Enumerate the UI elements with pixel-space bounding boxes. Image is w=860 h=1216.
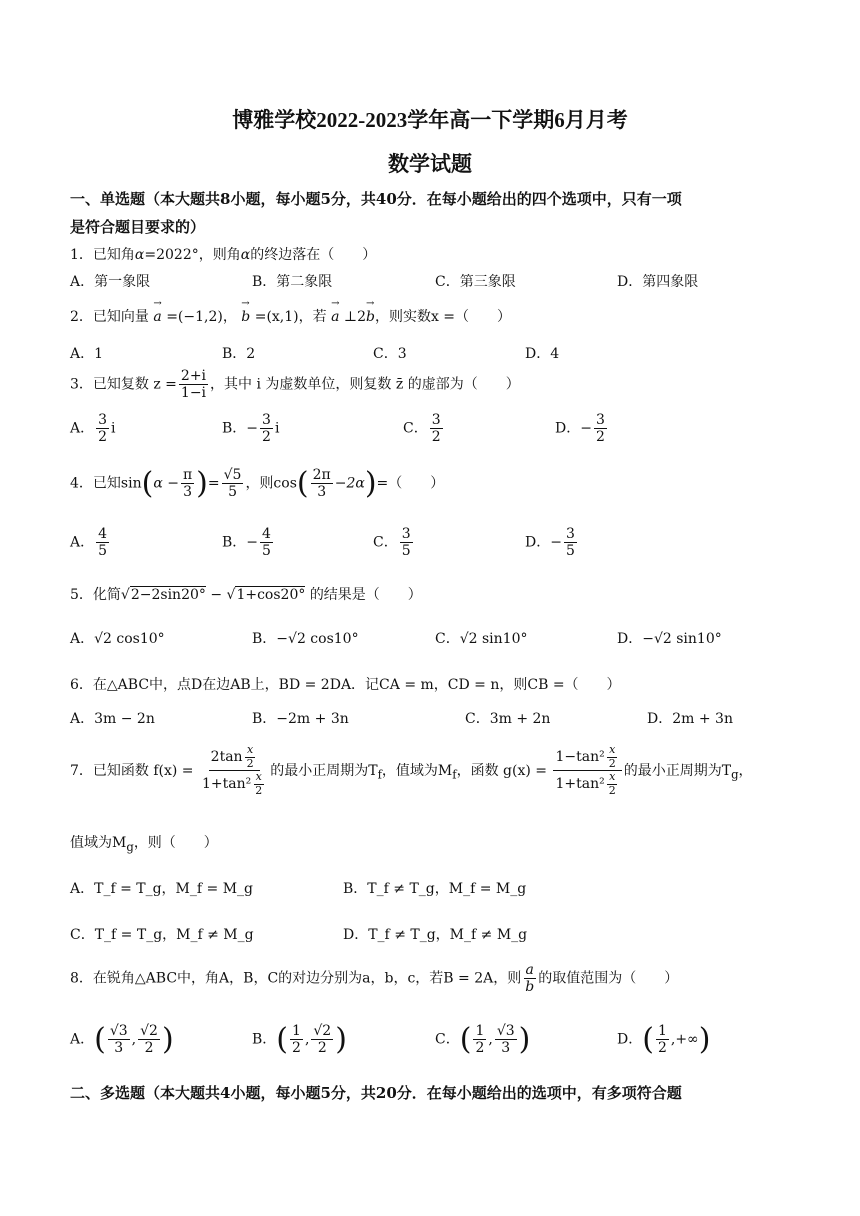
q1-option-c[interactable]: C．第三象限 <box>435 274 516 290</box>
question-7-line2: 值域为$M_g$，则（ ） <box>70 835 218 854</box>
section2-heading-line1: 二、多选题（本大题共4小题，每小题5分，共20分．在每小题给出的选项中，有多项符合题 <box>70 1084 682 1102</box>
question-8: 8．在锐角△ABC中，角A，B，C的对边分别为a，b，c，若B = 2A，则 $\frac{a}{b}$ 的取值范围为（ ） <box>70 962 679 996</box>
q2-option-b[interactable]: B．2 <box>222 346 256 362</box>
q3-option-c[interactable]: C． $\frac{3}{2}$ <box>403 412 441 446</box>
q1-option-d[interactable]: D．第四象限 <box>617 274 699 290</box>
exam-subtitle: 数学试题 <box>388 152 472 176</box>
q4-option-a[interactable]: A． $\frac{4}{5}$ <box>70 526 108 560</box>
exam-title: 博雅学校2022-2023学年高一下学期6月月考 <box>232 108 628 132</box>
question-6: 6．在△ABC中，点D在边AB上，BD = 2DA．记CA = m，CD = n，则CB =（ ） <box>70 677 621 693</box>
question-4: 4．已知sin(α − $\frac{\pi}{3}$ )= $\frac{√5}{5}$ ，则cos( $\frac{2\pi}{3}$ −2α)=（ ） <box>70 466 445 501</box>
q7-option-d[interactable]: D．T_f ≠ T_g，M_f ≠ M_g <box>343 927 528 943</box>
q6-option-b[interactable]: B．−2m + 3n <box>252 711 349 727</box>
q3-option-d[interactable]: D．− $\frac{3}{2}$ <box>555 412 605 446</box>
section1-heading-line1: 一、单选题（本大题共8小题，每小题5分，共40分．在每小题给出的四个选项中，只有一项 <box>70 190 682 208</box>
question-7: 7．已知函数 f(x) = 2tan $\frac{x}{2}$ 1+tan² $\frac{x}{2}$ 的最小正周期为$T_f$，值域为$M_f$，函数 g(x) = 1−tan² $\frac{x}{2}$ 1+tan² $\frac{x}{2}$ 的最小正周期为$T_g$， <box>70 743 753 797</box>
question-3: 3．已知复数 z = $\frac{2+i}{1-i}$ ，其中 i 为虚数单位，则复数 z̄ 的虚部为（ ） <box>70 368 520 402</box>
q7-option-c[interactable]: C．T_f = T_g，M_f ≠ M_g <box>70 927 254 943</box>
q6-option-c[interactable]: C．3m + 2n <box>465 711 551 727</box>
q1-option-b[interactable]: B．第二象限 <box>252 274 333 290</box>
q7-option-a[interactable]: A．T_f = T_g，M_f = M_g <box>70 881 254 897</box>
q8-option-d[interactable]: D．( $\frac{1}{2}$ ,+∞) <box>617 1022 711 1057</box>
q4-option-c[interactable]: C． $\frac{3}{5}$ <box>373 526 411 560</box>
question-1: 1．已知角α=2022°，则角α的终边落在（ ） <box>70 247 377 263</box>
question-2: 2．已知向量 → a =(−1,2)， → b =(x,1)，若 → a ⊥2→ b，则实数x =（ ） <box>70 306 511 326</box>
q6-option-a[interactable]: A．3m − 2n <box>70 711 155 727</box>
q7-option-b[interactable]: B．T_f ≠ T_g，M_f = M_g <box>343 881 527 897</box>
q4-option-b[interactable]: B．− $\frac{4}{5}$ <box>222 526 271 560</box>
q3-option-b[interactable]: B．− $\frac{3}{2}$ i <box>222 412 280 446</box>
q8-option-c[interactable]: C．( $\frac{1}{2}$ , $\frac{√3}{3}$ ) <box>435 1022 531 1057</box>
q2-option-d[interactable]: D．4 <box>525 346 560 362</box>
q3-option-a[interactable]: A． $\frac{3}{2}$ i <box>70 412 116 446</box>
section1-heading-line2: 是符合题目要求的） <box>70 218 206 236</box>
q5-option-d[interactable]: D．−√2 sin10° <box>617 631 722 647</box>
question-5: 5．化简√2−2sin20° − √1+cos20° 的结果是（ ） <box>70 587 422 603</box>
q5-option-a[interactable]: A．√2 cos10° <box>70 631 165 647</box>
q8-option-a[interactable]: A．( $\frac{√3}{3}$ , $\frac{√2}{2}$ ) <box>70 1022 174 1057</box>
q2-option-a[interactable]: A．1 <box>70 346 104 362</box>
q5-option-c[interactable]: C．√2 sin10° <box>435 631 528 647</box>
q5-option-b[interactable]: B．−√2 cos10° <box>252 631 359 647</box>
q8-option-b[interactable]: B．( $\frac{1}{2}$ , $\frac{√2}{2}$ ) <box>252 1022 347 1057</box>
q6-option-d[interactable]: D．2m + 3n <box>647 711 733 727</box>
q2-option-c[interactable]: C．3 <box>373 346 407 362</box>
q1-option-a[interactable]: A．第一象限 <box>70 274 151 290</box>
q4-option-d[interactable]: D．− $\frac{3}{5}$ <box>525 526 575 560</box>
